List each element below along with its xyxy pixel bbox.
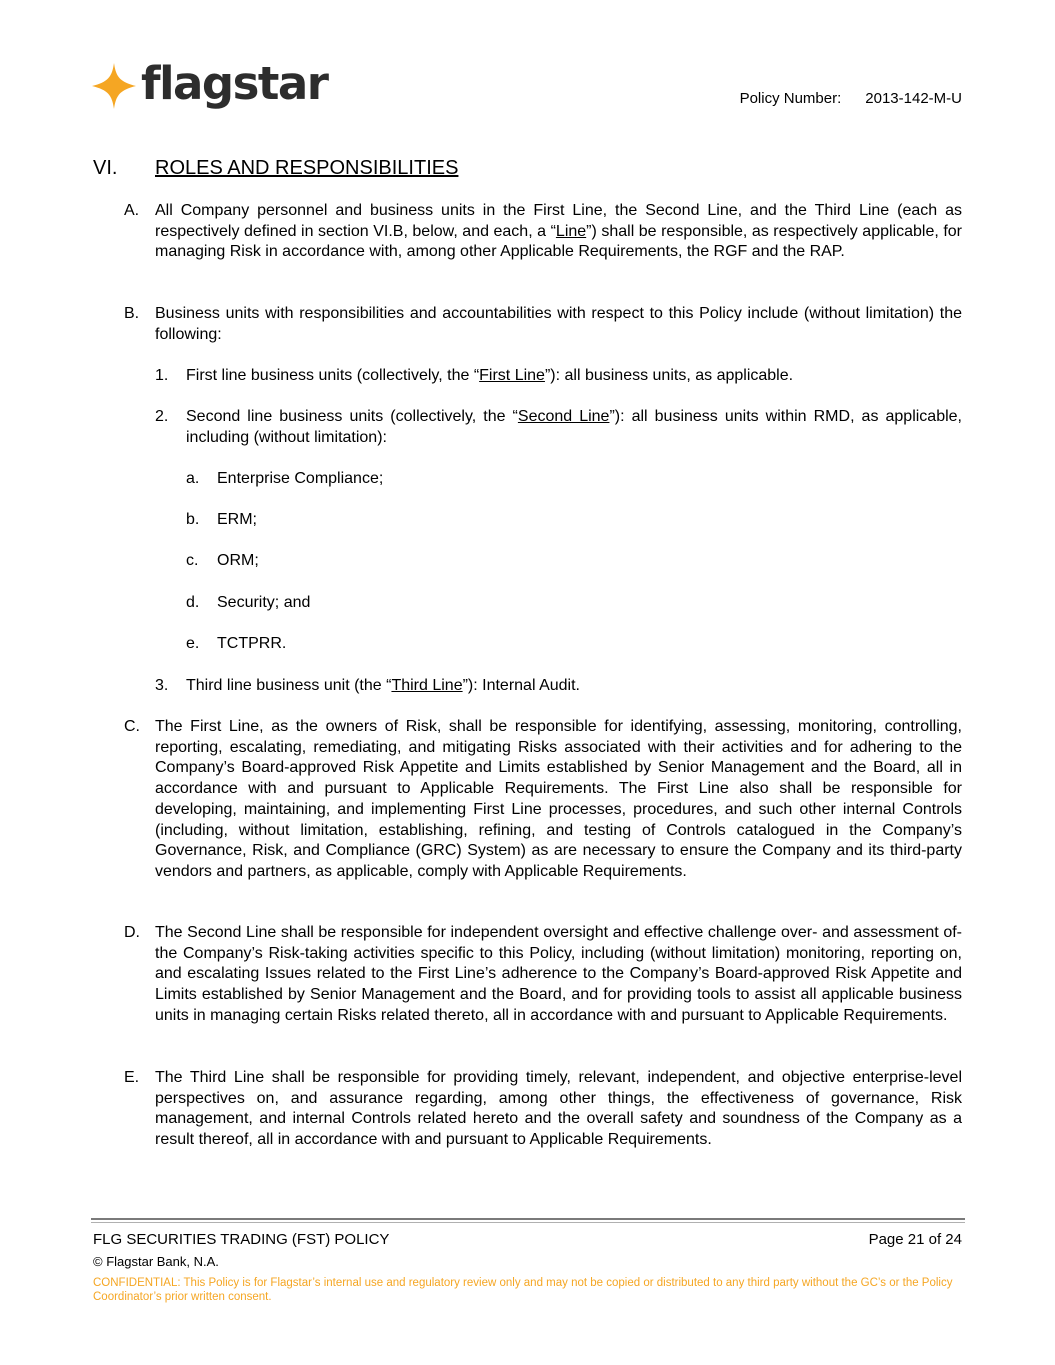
marker-b2b: b. <box>186 511 200 528</box>
b2a-text: Enterprise Compliance; <box>217 470 384 487</box>
marker-b1: 1. <box>155 367 169 384</box>
logo-text: flagstar <box>141 56 328 110</box>
section-title: ROLES AND RESPONSIBILITIES <box>155 157 459 179</box>
section-heading <box>93 157 458 180</box>
footer-page-number: Page 21 of 24 <box>868 1231 962 1248</box>
term-third-line: Third Line <box>391 677 463 694</box>
marker-a: A. <box>124 202 140 219</box>
paragraph-b-text: Business units with responsibilities and accountabilities with respect to this Policy include (without limitation) the following: <box>155 305 962 343</box>
policy-number-value: 2013-142-M-U <box>865 90 962 107</box>
list-item-b2c <box>186 551 962 572</box>
b2c-text: ORM; <box>217 552 259 569</box>
marker-b2e: e. <box>186 635 200 652</box>
marker-d: D. <box>124 924 140 941</box>
paragraph-c <box>124 717 962 883</box>
marker-b2a: a. <box>186 470 200 487</box>
b1-text-start: First line business units (collectively, the “ <box>186 367 480 384</box>
list-item-b2d <box>186 593 962 614</box>
list-item-b2a <box>186 469 962 490</box>
b1-text-end: ”): all business units, as applicable. <box>544 367 794 384</box>
b3-text-start: Third line business unit (the “ <box>186 677 392 694</box>
b2-text-start: Second line business units (collectively, the “ <box>186 408 518 425</box>
paragraph-d <box>124 923 962 1027</box>
marker-b: B. <box>124 305 140 322</box>
footer-policy-title: FLG SECURITIES TRADING (FST) POLICY <box>93 1231 390 1248</box>
flagstar-logo <box>92 56 328 112</box>
list-item-b2e <box>186 634 962 655</box>
policy-number-label: Policy Number: <box>739 90 842 107</box>
b2e-text: TCTPRR. <box>217 635 287 652</box>
marker-b3: 3. <box>155 677 169 694</box>
paragraph-b <box>124 304 962 345</box>
paragraph-a-text-start: All Company personnel and business units in the First Line, the Second Line, and the Third Line (each as respectively defined in section VI.B, below, and each, a “ <box>155 202 962 240</box>
marker-b2: 2. <box>155 408 169 425</box>
marker-b2d: d. <box>186 594 200 611</box>
section-number: VI. <box>93 157 118 179</box>
paragraph-e <box>124 1068 962 1151</box>
term-line: Line <box>555 222 587 240</box>
footer-divider <box>91 1218 965 1220</box>
list-item-b2b <box>186 510 962 531</box>
star-icon <box>92 63 136 109</box>
policy-number <box>740 90 962 107</box>
footer-confidential-notice: CONFIDENTIAL: This Policy is for Flagstar’s internal use and regulatory review only and may not be copied or distributed to any third party without the GC’s or the Policy Coordinator’s prior written consent. <box>93 1277 953 1303</box>
list-item-b2 <box>155 407 962 448</box>
b2b-text: ERM; <box>217 511 257 528</box>
footer-copyright: © Flagstar Bank, N.A. <box>93 1254 219 1269</box>
marker-c: C. <box>124 718 140 735</box>
marker-b2c: c. <box>186 552 199 569</box>
paragraph-a <box>124 201 963 263</box>
term-first-line: First Line <box>479 367 545 384</box>
b2d-text: Security; and <box>217 594 311 611</box>
list-item-b3 <box>155 676 962 697</box>
paragraph-a-text-end: ”) shall be responsible, as respectively applicable, for managing Risk in accordance with, among other Applicable Requirements, the RGF and the RAP. <box>155 222 963 261</box>
b2-text-end: ”): all business units within RMD, as applicable, including (without limitation): <box>186 408 962 446</box>
list-item-b1 <box>155 366 962 387</box>
marker-e: E. <box>124 1069 140 1086</box>
term-second-line: Second Line <box>517 408 610 425</box>
paragraph-e-text: The Third Line shall be responsible for providing timely, relevant, independent, and objective enterprise-level perspectives on, and assurance regarding, among other things, the effectiveness of governance, Risk management, and internal Controls related hereto and the overall safety and soundness of the Company as a result thereof, all in accordance with and pursuant to Applicable Requirements. <box>155 1069 962 1149</box>
footer-divider-thin <box>91 1222 965 1223</box>
b3-text-end: ”): Internal Audit. <box>462 677 580 694</box>
paragraph-c-text: The First Line, as the owners of Risk, shall be responsible for identifying, assessing, monitoring, controlling, reporting, escalating, remediating, and mitigating Risks associated with their activities and for adhering to the Company’s Board-approved Risk Appetite and Limits established by Senior Management and the Board, all in accordance with and pursuant to Applicable Requirements. The First Line also shall be responsible for developing, maintaining, and implementing First Line processes, procedures, and such other internal Controls (including, without limitation, establishing, refining, and testing of Controls catalogued in the Company’s Governance, Risk, and Compliance (GRC) System) as are necessary to ensure the Company and its third-party vendors and partners, as applicable, comply with Applicable Requirements. <box>155 718 962 880</box>
paragraph-d-text: The Second Line shall be responsible for independent oversight and effective challenge over- and assessment of- the Company’s Risk-taking activities specific to this Policy, including (without limitation) monitoring, reporting on, and escalating Issues related to the First Line’s adherence to the Company’s Board-approved Risk Appetite and Limits established by Senior Management and the Board, and for providing tools to assist all applicable business units in managing certain Risks related thereto, all in accordance with and pursuant to Applicable Requirements. <box>155 924 962 1024</box>
